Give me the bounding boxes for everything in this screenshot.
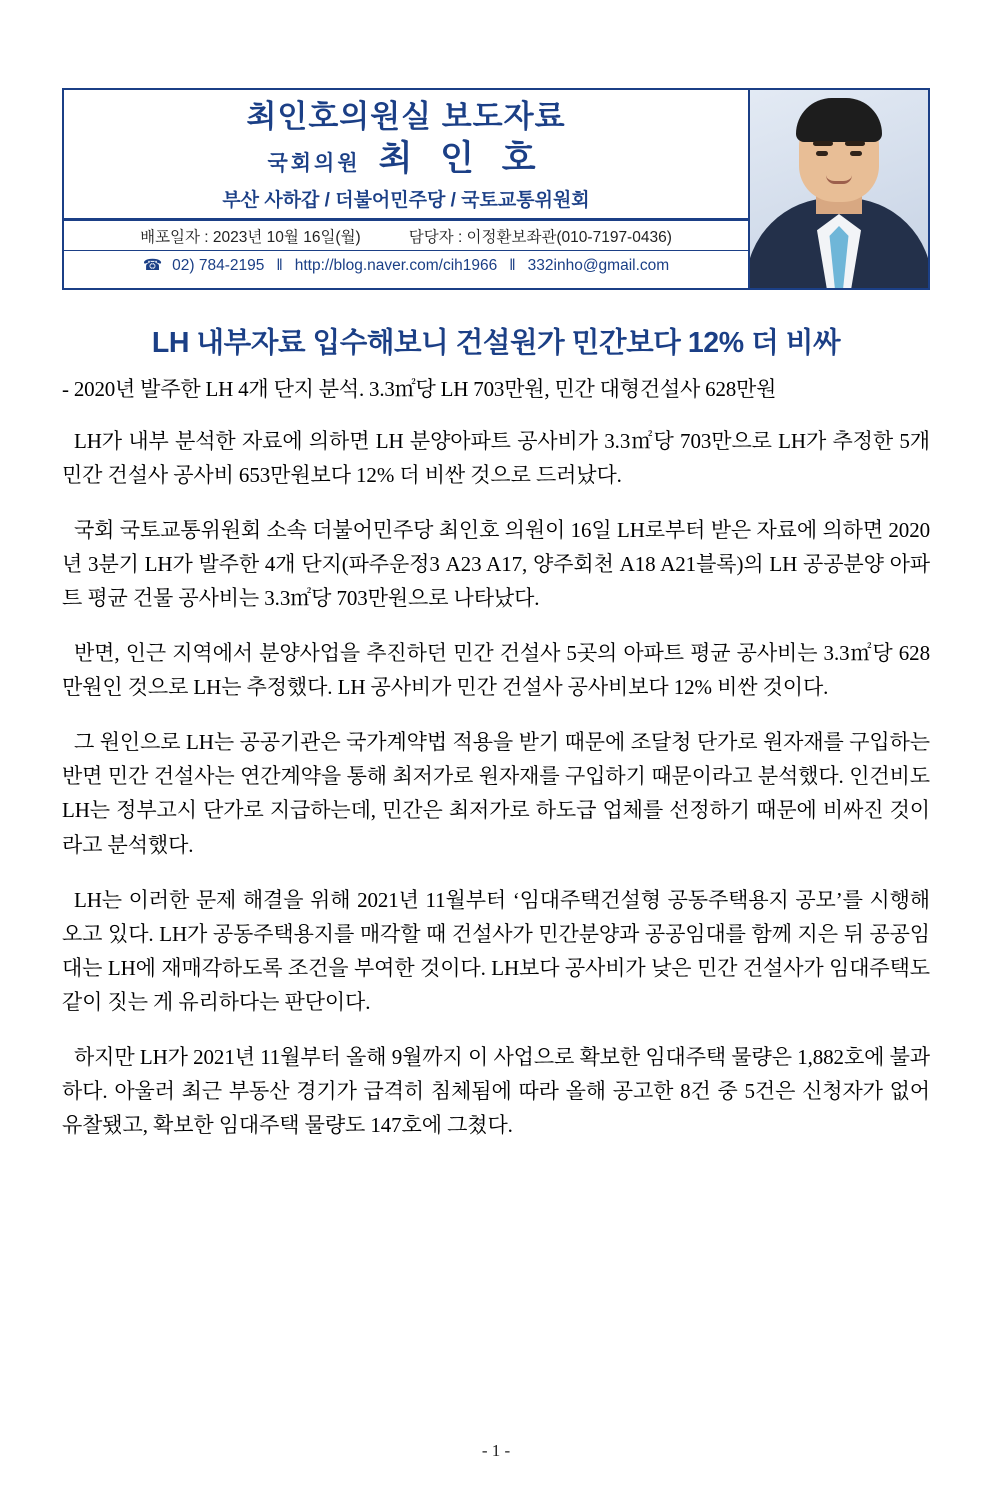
letterhead-text-block	[64, 90, 748, 288]
letterhead	[62, 88, 930, 290]
phone-icon: ☎	[142, 257, 163, 275]
distribution-date: 배포일자 : 2023년 10월 16일(월)	[140, 228, 361, 246]
blog-url[interactable]: http://blog.naver.com/cih1966	[294, 256, 498, 274]
member-name: 최 인 호	[378, 138, 545, 178]
contact-person: 담당자 : 이정환보좌관(010-7197-0436)	[408, 228, 672, 246]
member-name-row	[64, 140, 748, 179]
document-page	[0, 88, 992, 1491]
article-paragraph: LH가 내부 분석한 자료에 의하면 LH 분양아파트 공사비가 3.3㎡당 703만으로 LH가 추정한 5개 민간 건설사 공사비 653만원보다 12% 더 비싼 것으로 드러났다.	[62, 429, 930, 488]
separator-1: ‖	[276, 256, 283, 274]
portrait-eye-left	[816, 151, 828, 156]
press-release-title: 최인호의원실 보도자료	[246, 99, 566, 134]
email-address[interactable]: 332inho@gmail.com	[527, 256, 670, 274]
office-phone: 02) 784-2195	[172, 256, 265, 274]
article-paragraph: LH는 이러한 문제 해결을 위해 2021년 11월부터 ‘임대주택건설형 공동주택용지 공모’를 시행해오고 있다. LH가 공동주택용지를 매각할 때 건설사가 민간분양과 공공임대를 함께 지은 뒤 공공임대는 LH에 재매각하도록 조건을 부여한 것이다. LH보다 공사비가 낮은 민간 건설사가 임대주택도 같이 짓는 게 유리하다는 판단이다.	[62, 887, 930, 1014]
portrait-eyebrow-left	[813, 141, 833, 146]
article-paragraph: 반면, 인근 지역에서 분양사업을 추진하던 민간 건설사 5곳의 아파트 평균 공사비는 3.3㎡당 628만원인 것으로 LH는 추정했다. LH 공사비가 민간 건설사 공사비보다 12% 비싼 것이다.	[62, 641, 930, 700]
letterhead-title-area	[64, 90, 748, 220]
distribution-row	[64, 220, 748, 250]
member-affiliation: 부산 사하갑 / 더불어민주당 / 국토교통위원회	[222, 190, 590, 212]
page-number: - 1 -	[481, 1441, 511, 1460]
article-subheadline: - 2020년 발주한 LH 4개 단지 분석. 3.3㎡당 LH 703만원, 민간 대형건설사 628만원	[62, 377, 777, 401]
article-headline: LH 내부자료 입수해보니 건설원가 민간보다 12% 더 비싸	[151, 327, 841, 359]
contact-row	[64, 250, 748, 280]
article-paragraph: 국회 국토교통위원회 소속 더불어민주당 최인호 의원이 16일 LH로부터 받은 자료에 의하면 2020년 3분기 LH가 발주한 4개 단지(파주운정3 A23 A17, 양주회천 A18 A21블록)의 LH 공공분양 아파트 평균 건물 공사비는 3.3㎡당 703만원으로 나타났다.	[62, 518, 930, 611]
portrait-eye-right	[850, 151, 862, 156]
member-portrait-photo	[748, 90, 928, 288]
portrait-eyebrow-right	[845, 141, 865, 146]
article-paragraph: 하지만 LH가 2021년 11월부터 올해 9월까지 이 사업으로 확보한 임대주택 물량은 1,882호에 불과하다. 아울러 최근 부동산 경기가 급격히 침체됨에 따라 올해 공고한 8건 중 5건은 신청자가 없어 유찰됐고, 확보한 임대주택 물량도 147호에 그쳤다.	[62, 1044, 930, 1137]
separator-2: ‖	[509, 256, 516, 274]
member-title-label: 국회의원	[267, 151, 361, 175]
article-paragraph: 그 원인으로 LH는 공공기관은 국가계약법 적용을 받기 때문에 조달청 단가로 원자재를 구입하는 반면 민간 건설사는 연간계약을 통해 최저가로 원자재를 구입하기 때문이라고 분석했다. 인건비도 LH는 정부고시 단가로 지급하는데, 민간은 최저가로 하도급 업체를 선정하기 때문에 비싸진 것이라고 분석했다.	[62, 730, 930, 857]
